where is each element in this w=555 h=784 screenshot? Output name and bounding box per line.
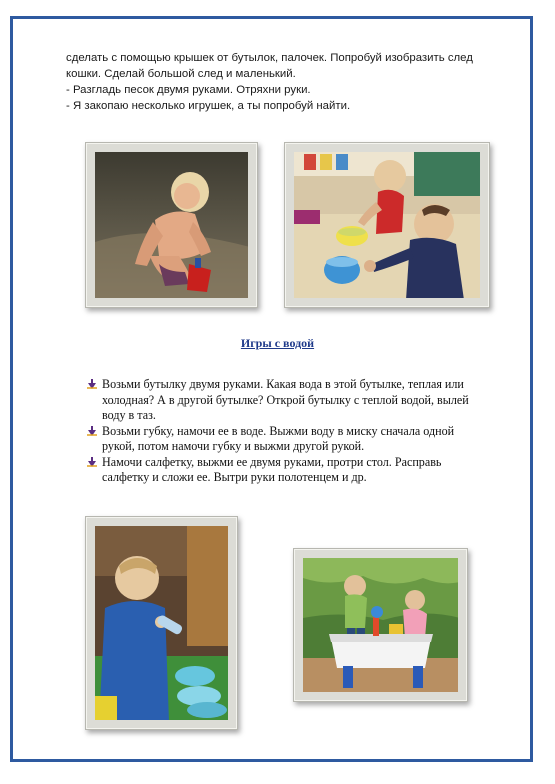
- list-item: [86, 377, 506, 424]
- intro-line: сделать с помощью крышек от бутылок, палочек. Попробуй изобразить след: [66, 52, 473, 64]
- arrow-bullet-icon: [86, 456, 98, 468]
- photo-boy-pouring: [85, 516, 238, 730]
- list-item-line: салфетку и сложи ее. Вытри руки полотенцем и др.: [102, 470, 367, 484]
- intro-line: кошки. Сделай большой след и маленький.: [66, 68, 296, 80]
- intro-line: - Разгладь песок двумя руками. Отряхни руки.: [66, 84, 311, 96]
- boy-pouring-image: [95, 526, 228, 720]
- photo-kids-water-table-outdoor: [293, 548, 468, 702]
- list-item: [86, 424, 506, 455]
- arrow-bullet-icon: [86, 378, 98, 390]
- arrow-bullet-icon: [86, 425, 98, 437]
- photo-boys-water-table: [284, 142, 490, 308]
- bullet-list: [86, 377, 506, 486]
- intro-text: [66, 50, 506, 114]
- section-title-water-games: Игры с водой: [240, 336, 315, 350]
- list-item-line: холодная? А в другой бутылке? Открой бутылку с теплой водой, вылей: [102, 392, 469, 407]
- child-sand-image: [95, 152, 248, 298]
- intro-line: - Я закопаю несколько игрушек, а ты попробуй найти.: [66, 100, 351, 112]
- kids-outdoor-image: [303, 558, 458, 692]
- list-item-line: Возьми губку, намочи ее в воде. Выжми воду в миску сначала одной: [102, 423, 455, 438]
- boys-water-image: [294, 152, 480, 298]
- list-item-line: Возьми бутылку двумя руками. Какая вода в этой бутылке, теплая или: [102, 377, 464, 391]
- list-item-line: Намочи салфетку, выжми ее двумя руками, протри стол. Расправь: [102, 454, 442, 469]
- photo-child-sand: [85, 142, 258, 308]
- list-item-line: воду в таз.: [102, 408, 156, 422]
- list-item: [86, 455, 506, 486]
- list-item-line: рукой, потом намочи губку и выжми другой рукой.: [102, 439, 365, 453]
